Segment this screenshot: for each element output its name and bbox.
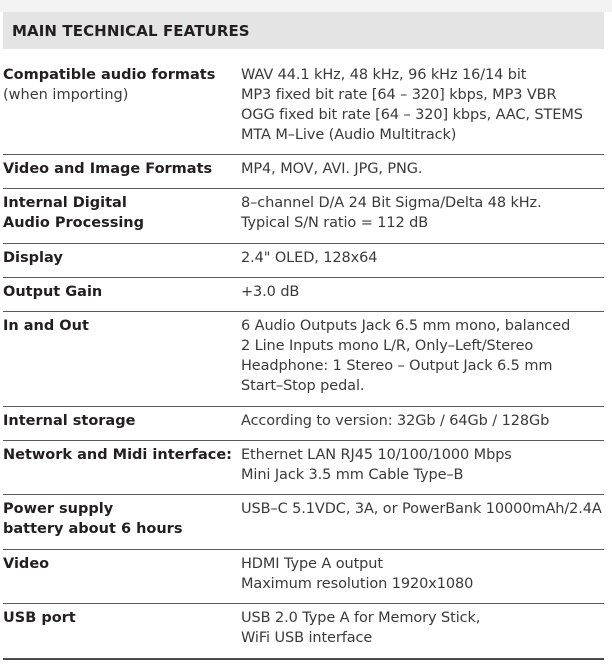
- spec-value: MP4, MOV, AVI. JPG, PNG.: [241, 161, 423, 177]
- spec-row-usb-port: [3, 604, 604, 660]
- spec-row-audio-formats: [3, 61, 604, 155]
- spec-row-video: [3, 550, 604, 604]
- spec-label: Video and Image Formats: [3, 161, 213, 177]
- spec-row-audio-processing: [3, 189, 604, 244]
- spec-label: Video: [3, 556, 50, 572]
- section-header: [3, 12, 604, 49]
- spec-row-display: [3, 244, 604, 278]
- spec-label: Power supply battery about 6 hours: [3, 501, 183, 537]
- spec-label: Internal storage: [3, 413, 136, 429]
- spec-value: Ethernet LAN RJ45 10/100/1000 Mbps Mini Jack 3.5 mm Cable Type–B: [241, 447, 512, 483]
- spec-row-in-out: [3, 312, 604, 407]
- spec-value: +3.0 dB: [241, 284, 300, 300]
- spec-label-note: (when importing): [3, 87, 129, 103]
- spec-row-network-midi: [3, 441, 604, 495]
- spec-label: In and Out: [3, 318, 89, 334]
- spec-value: 8–channel D/A 24 Bit Sigma/Delta 48 kHz. Typical S/N ratio = 112 dB: [241, 195, 542, 231]
- spec-value: According to version: 32Gb / 64Gb / 128Gb: [241, 413, 550, 429]
- spec-value: USB 2.0 Type A for Memory Stick, WiFi USB interface: [241, 610, 481, 646]
- spec-label: USB port: [3, 610, 76, 626]
- spec-table: [3, 61, 604, 660]
- spec-label: Internal Digital Audio Processing: [3, 195, 145, 231]
- spec-row-internal-storage: [3, 407, 604, 441]
- spec-value: 6 Audio Outputs Jack 6.5 mm mono, balanced 2 Line Inputs mono L/R, Only–Left/Stereo Headphone: 1 Stereo – Output Jack 6.5 mm Start–Stop pedal.: [241, 318, 571, 394]
- spec-value: USB–C 5.1VDC, 3A, or PowerBank 10000mAh/2.4A: [241, 501, 602, 517]
- section-title: MAIN TECHNICAL FEATURES: [12, 21, 250, 40]
- spec-label: Output Gain: [3, 284, 103, 300]
- spec-value: WAV 44.1 kHz, 48 kHz, 96 kHz 16/14 bit MP3 fixed bit rate [64 – 320] kbps, MP3 VBR OGG fixed bit rate [64 – 320] kbps, AAC, STEMS MTA M–Live (Audio Multitrack): [241, 67, 583, 143]
- spec-label: Display: [3, 250, 63, 266]
- top-band: [0, 0, 612, 12]
- spec-label: Network and Midi interface:: [3, 447, 232, 463]
- spec-label: Compatible audio formats (when importing): [3, 65, 241, 154]
- spec-row-video-image-formats: [3, 155, 604, 189]
- spec-row-power-supply: [3, 495, 604, 550]
- spec-row-output-gain: [3, 278, 604, 312]
- spec-value: 2.4" OLED, 128x64: [241, 250, 378, 266]
- spec-value: HDMI Type A output Maximum resolution 1920x1080: [241, 556, 474, 592]
